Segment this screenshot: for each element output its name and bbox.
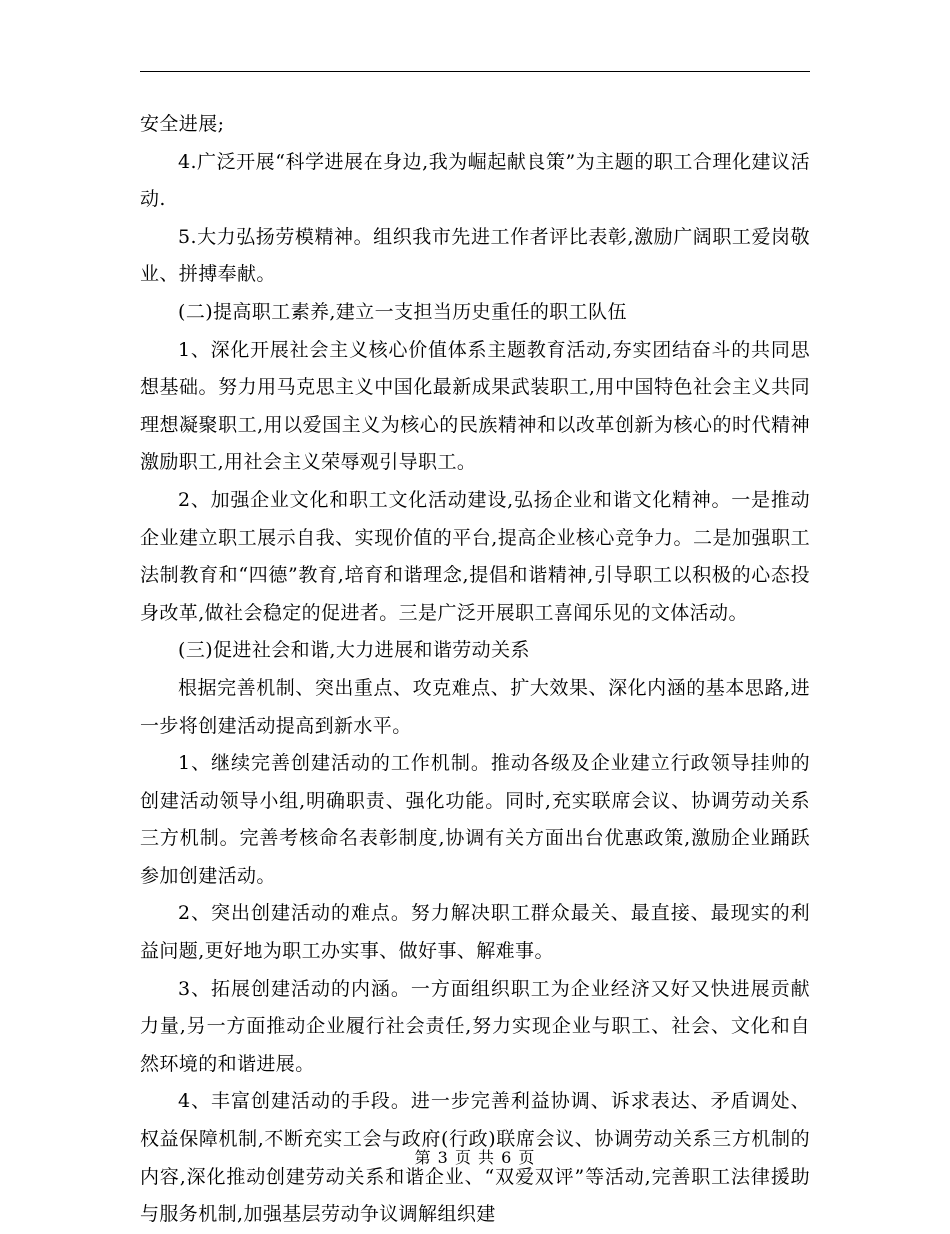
page-footer: 第 3 页 共 6 页 (414, 1148, 536, 1167)
paragraph: 1、深化开展社会主义核心价值体系主题教育活动,夯实团结奋斗的共同思想基础。努力用马克思主义中国化最新成果武装职工,用中国特色社会主义共同理想凝聚职工,用以爱国主义为核心的民族精神和以改革创新为核心的时代精神激励职工,用社会主义荣辱观引导职工。 (140, 338, 810, 474)
paragraph: 2、突出创建活动的难点。努力解决职工群众最关、最直接、最现实的利益问题,更好地为职工办实事、做好事、解难事。 (140, 902, 810, 963)
header-rule (140, 71, 810, 72)
paragraph: 5.大力弘扬劳模精神。组织我市先进工作者评比表彰,激励广阔职工爱岗敬业、拼搏奉献。 (140, 225, 810, 286)
paragraph: (三)促进社会和谐,大力进展和谐劳动关系 (178, 639, 530, 662)
paragraph: 3、拓展创建活动的内涵。一方面组织职工为企业经济又好又快进展贡献力量,另一方面推动企业履行社会责任,努力实现企业与职工、社会、文化和自然环境的和谐进展。 (140, 977, 810, 1075)
paragraph: 4、丰富创建活动的手段。进一步完善利益协调、诉求表达、矛盾调处、权益保障机制,不断充实工会与政府(行政)联席会议、协调劳动关系三方机制的内容,深化推动创建劳动关系和谐企业、“双爱双评”等活动,完善职工法律援助与服务机制,加强基层劳动争议调解组织建 (140, 1090, 810, 1226)
document-body (140, 106, 810, 1234)
paragraph: 1、继续完善创建活动的工作机制。推动各级及企业建立行政领导挂帅的创建活动领导小组,明确职责、强化功能。同时,充实联席会议、协调劳动关系三方机制。完善考核命名表彰制度,协调有关方面出台优惠政策,激励企业踊跃参加创建活动。 (140, 752, 810, 887)
paragraph: 根据完善机制、突出重点、攻克难点、扩大效果、深化内涵的基本思路,进一步将创建活动提高到新水平。 (140, 676, 810, 737)
paragraph: 2、加强企业文化和职工文化活动建设,弘扬企业和谐文化精神。一是推动企业建立职工展示自我、实现价值的平台,提高企业核心竞争力。二是加强职工法制教育和“四德”教育,培育和谐理念,提倡和谐精神,引导职工以积极的心态投身改革,做社会稳定的促进者。三是广泛开展职工喜闻乐见的文体活动。 (140, 488, 810, 624)
paragraph: (二)提高职工素养,建立一支担当历史重任的职工队伍 (178, 300, 627, 323)
paragraph: 安全进展; (140, 113, 225, 135)
paragraph: 4.广泛开展“科学进展在身边,我为崛起献良策”为主题的职工合理化建议活动. (140, 150, 810, 211)
